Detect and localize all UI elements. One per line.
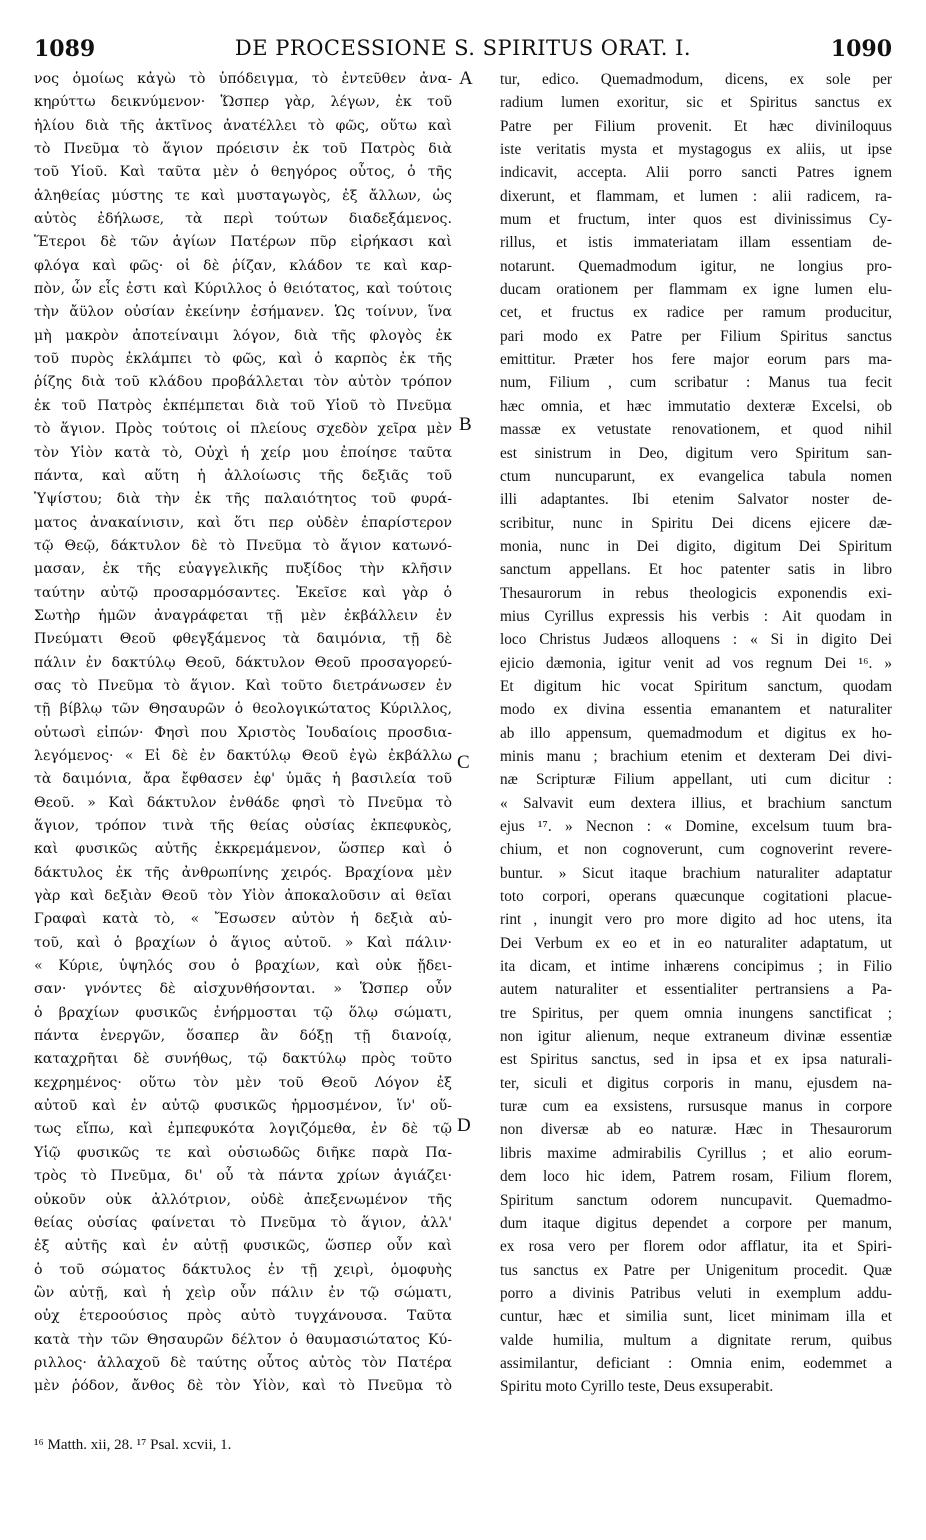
margin-marker-c: C — [457, 752, 470, 773]
greek-text-line: πάντα, καὶ αὕτη ἡ ἀλλοίωσις τῆς δεξιᾶς τοῦ — [34, 467, 452, 484]
latin-text-line: « Salvavit eum dextera illius, et brachium sanctum — [500, 794, 892, 812]
latin-text-line: assimilantur, deficiant : Omnia enim, eodemmet a — [500, 1354, 892, 1372]
greek-text-line: κατὰ τὴν τῶν Θησαυρῶν δέλτον ὁ θαυμασιώτατος Κύ- — [34, 1331, 452, 1348]
latin-text-line: sanctum appellans. Et hoc patenter satis in libro — [500, 561, 892, 579]
margin-marker-b: B — [459, 414, 472, 435]
greek-text-line: ἡλίου διὰ τῆς ἀκτῖνος ἀνατέλλει τὸ φῶς, οὕτω καὶ — [34, 117, 452, 134]
latin-text-line: buntur. » Sicut itaque brachium naturaliter adaptatur — [500, 864, 892, 882]
greek-text-line: Υἱῷ φυσικῶς τε καὶ οὐσιωδῶς διῆκε παρὰ Πα- — [34, 1144, 452, 1161]
latin-text-line: notarunt. Quemadmodum igitur, ne longius pro- — [500, 257, 892, 275]
running-title: DE PROCESSIONE S. SPIRITUS ORAT. I. — [234, 36, 692, 60]
latin-text-line: turæ cum ea exsistens, rursusque manus in corpore — [500, 1098, 892, 1116]
greek-text-line: οὑτωσὶ εἰπών· Φησὶ που Χριστὸς Ἰουδαίοις προσδια- — [34, 724, 452, 741]
latin-text-line: est sinistrum in Deo, digitum vero Spiritum san- — [500, 444, 892, 462]
greek-text-line: ἐξ αὐτῆς καὶ ἐν αὐτῇ φυσικῶς, ὥσπερ οὖν καὶ — [34, 1238, 452, 1255]
greek-text-line: μασαν, ἐκ τῆς εὐαγγελικῆς πυξίδος τὴν κλῆσιν — [34, 561, 452, 578]
latin-text-line: Dei Verbum ex eo et in eo naturaliter adaptatum, ut — [500, 934, 892, 952]
latin-text-line: radium lumen exoritur, sic et Spiritus sanctus ex — [500, 94, 892, 112]
greek-text-line: οὐχ ἑτεροούσιος πρὸς αὐτὸ τυγχάνουσα. Ταῦτα — [34, 1308, 452, 1325]
latin-text-line: Et digitum hic vocat Spiritum sanctum, quodam — [500, 677, 892, 695]
page-number-right: 1090 — [830, 36, 892, 62]
greek-text-line: τῇ βίβλῳ τῶν Θησαυρῶν ὁ θεολογικώτατος Κύριλλος, — [34, 701, 452, 718]
latin-text-line: cet, et fructus ex radice per ramum producitur, — [500, 304, 892, 322]
greek-text-line: τὸν Υἱὸν κατὰ τὸ, Οὐχὶ ἡ χείρ μου ἐποίησε ταῦτα — [34, 444, 452, 461]
greek-text-line: ἀληθείας μύστης τε καὶ μυσταγωγὸς, ἐξ ἄλλων, ὡς — [34, 187, 452, 204]
latin-text-line: ter, siculi et digitus corporis in manu, ejusdem na- — [500, 1074, 892, 1092]
latin-text-line: scribitur, nunc in Spiritu Dei dicens ejicere dæ- — [500, 514, 892, 532]
latin-text-line: tre Spiritus, per quem omnia inungens sanctificat ; — [500, 1004, 892, 1022]
latin-text-line: modo ex divina essentia emanantem et naturaliter — [500, 701, 892, 719]
greek-text-line: πάλιν ἐν δακτύλῳ Θεοῦ, δάκτυλον Θεοῦ προσαγορεύ- — [34, 654, 452, 671]
latin-text-line: iste veritatis mysta et mystagogus ex aliis, ut ipse — [500, 141, 892, 159]
greek-text-line: πάντα ἐνεργῶν, ὅσαπερ ἂν δόξῃ τῇ διανοίᾳ, — [34, 1028, 452, 1045]
latin-text-line: dum itaque digitus dependet a corpore per manum, — [500, 1214, 892, 1232]
greek-column — [34, 68, 452, 1399]
greek-text-line: οὐκοῦν οὐκ ἀλλότριον, οὐδὲ ἀπεξενωμένον τῆς — [34, 1191, 452, 1208]
greek-text-line: αὐτοῦ καὶ ἐν αὐτῷ φυσικῶς ἡρμοσμένον, ἵν' οὕ- — [34, 1098, 452, 1115]
latin-text-line: ctum nuncuparunt, ex evangelica tabula nomen — [500, 467, 892, 485]
greek-text-line: καὶ φυσικῶς αὐτῆς ἐκκρεμάμενον, ὥσπερ καὶ ὁ — [34, 841, 452, 858]
latin-text-line: rillus, et istis immateriatam illam essentiam de- — [500, 234, 892, 252]
greek-text-line: Σωτὴρ ἡμῶν ἀναγράφεται τῇ μὲν ἐκβάλλειν ἐν — [34, 607, 452, 624]
greek-text-line: τὴν ἄϋλον οὐσίαν ἐκείνην ἐσήμανεν. Ὡς τοίνυν, ἵνα — [34, 304, 452, 321]
latin-text-line: Spiritum sanctum odorem nuncupavit. Quemadmo- — [500, 1191, 892, 1209]
latin-text-line: autem naturaliter et essentialiter pertransiens a Pa- — [500, 981, 892, 999]
latin-text-line: rint , inungit vero pro more digito ad hoc utens, ita — [500, 911, 892, 929]
greek-text-line: νος ὁμοίως κἀγὼ τὸ ὑπόδειγμα, τὸ ἐντεῦθεν ἀνα- — [34, 71, 452, 87]
greek-text-line: ὁ τοῦ σώματος δάκτυλος ἐν τῇ χειρὶ, ὁμοφυὴς — [34, 1261, 452, 1278]
latin-text-line: ejicio dæmonia, igitur venit ad vos regnum Dei ¹⁶. » — [500, 654, 892, 672]
greek-text-line: ταύτην αὐτῷ προσαρμόσαντες. Ἐκεῖσε καὶ γὰρ ὁ — [34, 584, 452, 601]
greek-text-line: τοῦ, καὶ ὁ βραχίων ὁ ἅγιος αὐτοῦ. » Καὶ πάλιν· — [34, 934, 452, 951]
latin-text-line: ab illo appensum, quemadmodum et digitus ex ho- — [500, 724, 892, 742]
greek-text-line: « Κύριε, ὑψηλός σου ὁ βραχίων, καὶ οὐκ ᾔδει- — [34, 958, 452, 975]
greek-text-line: Ὑψίστου; διὰ τὴν ἐκ τῆς παλαιότητος τοῦ φυρά- — [34, 491, 452, 508]
greek-text-line: Γραφαὶ κατὰ τὸ, « Ἔσωσεν αὐτὸν ἡ δεξιὰ αὐ- — [34, 911, 452, 928]
latin-text-line: non diversæ ab eo naturæ. Hæc in Thesaurorum — [500, 1121, 892, 1139]
greek-text-line: κεχρημένος· οὕτω τὸν μὲν τοῦ Θεοῦ Λόγον ἐξ — [34, 1074, 452, 1091]
greek-text-line: Θεοῦ. » Καὶ δάκτυλον ἐνθάδε φησὶ τὸ Πνεῦμα τὸ — [34, 794, 452, 811]
latin-text-line: mum et fructum, inter quos est divinissimus Cy- — [500, 211, 892, 229]
page-number-left: 1089 — [34, 36, 96, 62]
latin-text-line: libris maxime admirabilis Cyrillus ; et alio eorum- — [500, 1144, 892, 1162]
latin-text-line: ita dicam, et intime inhærens concipimus ; in Filio — [500, 958, 892, 976]
latin-text-line: valde humilia, multum a dignitate rerum, quibus — [500, 1331, 892, 1349]
latin-text-line: ex rosa vero per florem odor afflatur, ita et Spiri- — [500, 1238, 892, 1256]
latin-text-line: Patre per Filium provenit. Et hæc diviniloquus — [500, 117, 892, 135]
greek-text-line: τοῦ Υἱοῦ. Καὶ ταῦτα μὲν ὁ θεηγόρος οὗτος, ὁ τῆς — [34, 164, 452, 181]
greek-text-line: τὸ Πνεῦμα τὸ ἅγιον πρόεισιν ἐκ τοῦ Πατρὸς διὰ — [34, 141, 452, 158]
latin-text-line: næ Scripturæ Filium appellant, uti cum dicitur : — [500, 771, 892, 789]
greek-text-line: γὰρ καὶ δεξιὰν Θεοῦ τὸν Υἱὸν ἀποκαλοῦσιν αἱ θεῖαι — [34, 888, 452, 905]
greek-text-line: τὸ ἅγιον. Πρὸς τούτοις οἱ πλείους σχεδὸν χεῖρα μὲν — [34, 421, 452, 438]
latin-text-line: Spiritu moto Cyrillo teste, Deus exsuperabit. — [500, 1378, 774, 1396]
margin-marker-d: D — [457, 1115, 471, 1136]
greek-text-line: πὸν, ὧν εἷς ἐστι καὶ Κύριλλος ὁ θειότατος, καὶ τούτοις — [34, 281, 452, 298]
greek-text-line: ὁ βραχίων φυσικῶς ἐνήρμοσται τῷ ὅλῳ σώματι, — [34, 1004, 452, 1021]
latin-text-line: porro a divinis Patribus veluti in exemplum addu- — [500, 1284, 892, 1302]
greek-text-line: τρὸς τὸ Πνεῦμα, δι' οὗ τὰ πάντα χρίων ἁγιάζει· — [34, 1168, 452, 1185]
latin-text-line: ejus ¹⁷. » Necnon : « Domine, excelsum tuum bra- — [500, 818, 892, 835]
latin-text-line: Thesaurorum in rebus theologicis exponendis exi- — [500, 584, 892, 602]
greek-text-line: ἐκ τοῦ Πατρὸς ἐκπέμπεται διὰ τοῦ Υἱοῦ τὸ Πνεῦμα — [34, 397, 452, 414]
latin-text-line: dem loco hic idem, Patrem rosam, Filium florem, — [500, 1168, 892, 1186]
latin-text-line: tur, edico. Quemadmodum, dicens, ex sole per — [500, 71, 892, 88]
latin-text-line: non igitur alienum, neque extraneum divinæ essentiæ — [500, 1028, 892, 1046]
greek-text-line: μὴ μακρὸν ἀποτείναιμι λόγον, διὰ τῆς φλογὸς ἐκ — [34, 327, 452, 344]
greek-text-line: ἅγιον, τρόπον τινὰ τῆς θείας οὐσίας ἐκπεφυκὸς, — [34, 818, 452, 834]
greek-text-line: τὰ δαιμόνια, ἄρα ἔφθασεν ἐφ' ὑμᾶς ἡ βασιλεία τοῦ — [34, 771, 452, 788]
greek-text-line: τοῦ πυρὸς ἐκλάμπει τὸ φῶς, καὶ ὁ καρπὸς ἐκ τῆς — [34, 351, 452, 368]
greek-text-line: σας τὸ Πνεῦμα τὸ ἅγιον. Καὶ τοῦτο διετράνωσεν ἐν — [34, 677, 452, 694]
greek-text-line: καταχρῆται δὲ συνήθως, τῷ δακτύλῳ πρὸς τοῦτο — [34, 1051, 452, 1068]
greek-text-line: ματος ἀνακαίνισιν, καὶ ὅτι περ οὐδὲν ἐπαρίστερον — [34, 514, 452, 531]
greek-text-line: αὐτὸς ἐδήλωσε, τὰ περὶ τούτων διαδεξάμενος. — [34, 211, 452, 228]
latin-text-line: illi adaptantes. Ibi etenim Salvator noster de- — [500, 491, 892, 509]
greek-text-line: τως εἴπω, καὶ ἐμπεφυκότα λογιζόμεθα, ἐν δὲ τῷ — [34, 1121, 452, 1138]
latin-column — [500, 68, 892, 1399]
latin-text-line: massæ ex vetustate renovationem, et quod nihil — [500, 421, 892, 439]
greek-text-line: λεγόμενος· « Εἰ δὲ ἐν δακτύλῳ Θεοῦ ἐγὼ ἐκβάλλω — [34, 747, 452, 764]
latin-text-line: indicavit, accepta. Alii porro sancti Patres ignem — [500, 164, 892, 182]
footnotes: ¹⁶ Matth. xii, 28. ¹⁷ Psal. xcvii, 1. — [34, 1437, 232, 1453]
latin-text-line: emittitur. Præter hos fere major eorum pars ma- — [500, 351, 892, 369]
latin-text-line: mius Cyrillus expressis his verbis : Ait quodam in — [500, 607, 892, 625]
greek-text-line: θείας οὐσίας φαίνεται τὸ Πνεῦμα τὸ ἅγιον, ἀλλ' — [34, 1214, 452, 1231]
greek-text-line: μὲν ῥόδον, ἄνθος δὲ τὸν Υἱὸν, καὶ τὸ Πνεῦμα τὸ — [34, 1378, 452, 1395]
greek-text-line: φλόγα καὶ φῶς· οἱ δὲ ῥίζαν, κλάδον τε καὶ καρ- — [34, 257, 452, 274]
greek-text-line: ὢν αὐτῇ, καὶ ἡ χεὶρ οὖν πάλιν ἐν τῷ σώματι, — [34, 1284, 452, 1301]
latin-text-line: hæc omnia, et hæc immutatio dexteræ Excelsi, ob — [500, 397, 892, 415]
greek-text-line: ριλλος· ἀλλαχοῦ δὲ ταύτης οὗτος αὐτὸς τὸν Πατέρα — [34, 1354, 452, 1371]
latin-text-line: cuntur, hæc et similia sunt, licet minimam illa et — [500, 1308, 892, 1326]
greek-text-line: Ἕτεροι δὲ τῶν ἁγίων Πατέρων πῦρ εἰρήκασι καὶ — [34, 234, 452, 251]
page-header — [34, 36, 892, 66]
greek-text-line: δάκτυλος ἐκ τῆς ἀνθρωπίνης χειρός. Βραχίονα μὲν — [34, 864, 452, 881]
latin-text-line: loco Christus Judæos alloquens : « Si in digito Dei — [500, 631, 892, 649]
latin-text-line: dixerunt, et flammam, et lumen : alii radicem, ra- — [500, 187, 892, 205]
latin-text-line: est Spiritus sanctus, sed in ipsa et ex ipsa naturali- — [500, 1051, 892, 1069]
greek-text-line: κηρύττω δεικνύμενον· Ὥσπερ γὰρ, λέγων, ἐκ τοῦ — [34, 94, 452, 111]
greek-text-line: ῥίζης διὰ τοῦ κλάδου προβάλλεται τὸν αὐτὸν τρόπον — [34, 374, 452, 391]
latin-text-line: pari modo ex Patre per Filium Spiritus sanctus — [500, 327, 892, 345]
latin-text-line: ducam orationem per flammam ex igne lumen elu- — [500, 281, 892, 299]
latin-text-line: minis manu ; brachium etenim et dexteram Dei divi- — [500, 747, 892, 765]
latin-text-line: monia, nunc in Dei digito, digitum Dei Spiritum — [500, 537, 892, 555]
greek-text-line: τῷ Θεῷ, δάκτυλον δὲ τὸ Πνεῦμα τὸ ἅγιον κατωνό- — [34, 537, 452, 554]
latin-text-line: toto corpori, operans quæcunque cogitationi placue- — [500, 888, 892, 906]
latin-text-line: num, Filium , cum scribatur : Manus tua fecit — [500, 374, 892, 392]
latin-text-line: chium, et non cognoverunt, cum cognoverint revere- — [500, 841, 892, 859]
greek-text-line: σαν· γνόντες δὲ αἰσχυνθήσονται. » Ὥσπερ οὖν — [34, 981, 452, 998]
latin-text-line: tus sanctus ex Patre per Unigenitum procedit. Quæ — [500, 1261, 892, 1279]
margin-marker-a: A — [459, 68, 473, 89]
greek-text-line: Πνεύματι Θεοῦ φθεγξάμενος τὰ δαιμόνια, τῇ δὲ — [34, 631, 452, 648]
